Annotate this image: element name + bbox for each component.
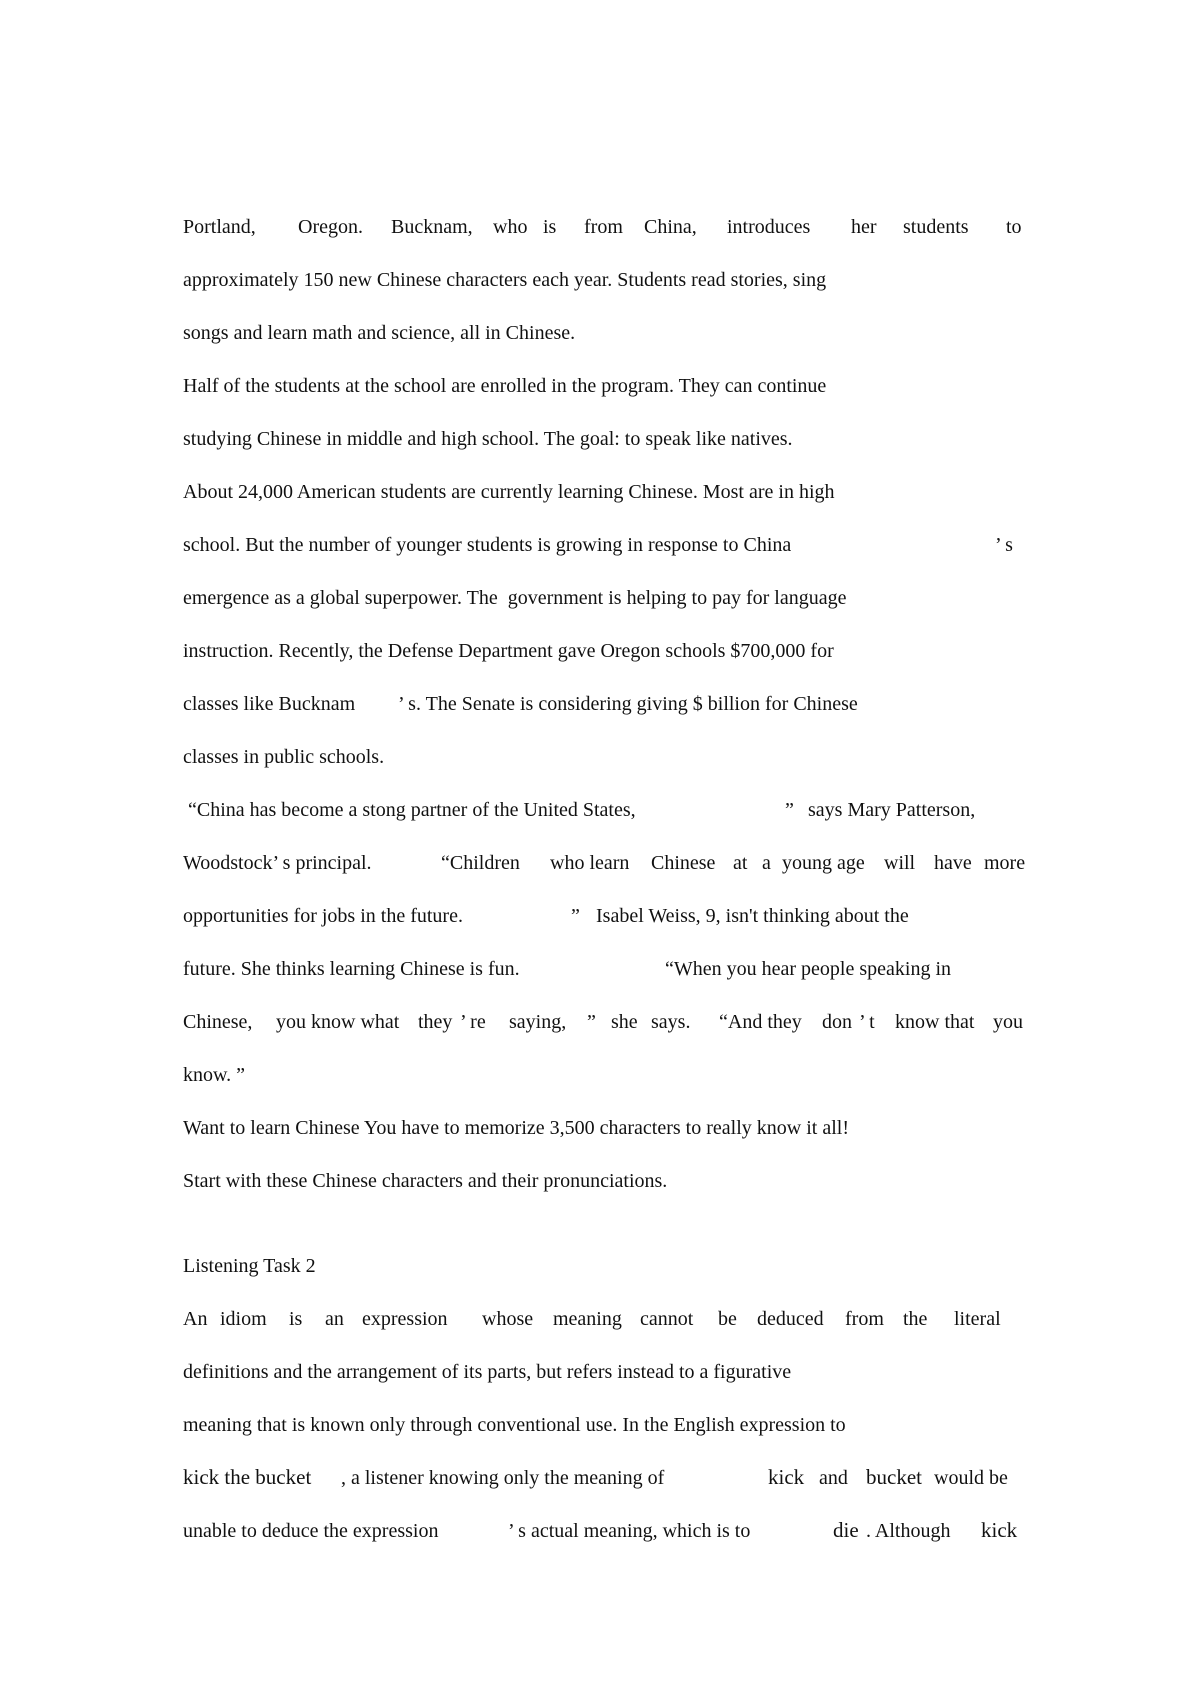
text-segment: they — [418, 1011, 453, 1033]
text-segment: Portland, — [183, 216, 256, 238]
text-segment: to — [1006, 216, 1022, 238]
text-line: instruction. Recently, the Defense Department gave Oregon schools $700,000 for — [183, 640, 834, 662]
text-segment: opportunities for jobs in the future. — [183, 905, 463, 927]
text-segment: ’ s. The Senate is considering giving $ billion for Chinese — [398, 693, 858, 715]
text-segment: meaning — [553, 1308, 622, 1330]
text-segment: will — [884, 852, 916, 874]
text-segment: she — [611, 1011, 638, 1033]
text-line: Start with these Chinese characters and their pronunciations. — [183, 1170, 668, 1192]
text-segment: introduces — [727, 216, 811, 238]
text-segment: ” — [587, 1011, 596, 1033]
text-segment: bucket — [866, 1465, 922, 1489]
text-segment: and — [819, 1467, 848, 1489]
text-segment: is — [289, 1308, 303, 1330]
text-segment: ’ t — [859, 1011, 875, 1033]
text-segment: who — [493, 216, 528, 238]
text-segment: students — [903, 216, 969, 238]
text-segment: idiom — [220, 1308, 267, 1330]
text-segment: classes like Bucknam — [183, 693, 356, 715]
text-line: Half of the students at the school are enrolled in the program. They can continue — [183, 375, 827, 397]
text-segment: die — [833, 1518, 859, 1542]
text-line: know. ” — [183, 1064, 246, 1086]
text-segment: at — [733, 852, 748, 874]
text-segment: ’ s actual meaning, which is to — [508, 1520, 751, 1542]
text-segment: a — [762, 852, 771, 874]
text-segment: you know what — [276, 1011, 400, 1033]
text-segment: “Children — [441, 852, 520, 874]
text-segment: . Although — [866, 1520, 951, 1542]
text-segment: deduced — [757, 1308, 824, 1330]
text-line: definitions and the arrangement of its parts, but refers instead to a figurative — [183, 1361, 792, 1383]
text-segment: the — [903, 1308, 928, 1330]
text-segment: Chinese — [651, 852, 716, 874]
text-segment: China, — [644, 216, 697, 238]
text-segment: saying, — [509, 1011, 567, 1033]
text-segment: unable to deduce the expression — [183, 1520, 439, 1542]
text-segment: be — [718, 1308, 737, 1330]
text-line: meaning that is known only through conventional use. In the English expression to — [183, 1414, 846, 1436]
text-segment: from — [584, 216, 623, 238]
text-segment: from — [845, 1308, 884, 1330]
text-segment: kick the bucket — [183, 1465, 312, 1489]
text-segment: Bucknam, — [391, 216, 473, 238]
text-line: songs and learn math and science, all in Chinese. — [183, 322, 576, 344]
text-segment: school. But the number of younger students is growing in response to China — [183, 534, 792, 556]
text-segment: says. — [651, 1011, 691, 1033]
text-segment: more — [984, 852, 1026, 874]
text-segment: ” — [785, 799, 794, 821]
text-segment: , a listener knowing only the meaning of — [341, 1467, 665, 1489]
text-segment: Isabel Weiss, 9, isn't thinking about the — [596, 905, 909, 927]
text-segment: her — [851, 216, 877, 238]
text-segment: would be — [934, 1467, 1008, 1489]
section-heading: Listening Task 2 — [183, 1255, 316, 1277]
text-line: classes in public schools. — [183, 746, 385, 768]
text-segment: ’ re — [460, 1011, 486, 1033]
text-segment: cannot — [640, 1308, 694, 1330]
text-segment: kick — [768, 1465, 805, 1489]
text-segment: ” — [571, 905, 580, 927]
text-line: emergence as a global superpower. The government is helping to pay for language — [183, 587, 847, 609]
text-line: studying Chinese in middle and high school. The goal: to speak like natives. — [183, 428, 793, 450]
text-segment: expression — [362, 1308, 448, 1330]
text-segment: kick — [981, 1518, 1018, 1542]
text-segment: Chinese, — [183, 1011, 253, 1033]
text-line: About 24,000 American students are currently learning Chinese. Most are in high — [183, 481, 835, 503]
text-segment: “China has become a stong partner of the United States, — [188, 799, 636, 821]
text-line: Want to learn Chinese You have to memorize 3,500 characters to really know it all! — [183, 1117, 849, 1139]
text-segment: who learn — [550, 852, 630, 874]
text-segment: Woodstock’ s principal. — [183, 852, 372, 874]
text-segment: future. She thinks learning Chinese is fun. — [183, 958, 520, 980]
text-segment: an — [325, 1308, 344, 1330]
text-line: approximately 150 new Chinese characters each year. Students read stories, sing — [183, 269, 827, 291]
text-segment: “And they — [719, 1011, 802, 1033]
text-segment: An — [183, 1308, 208, 1330]
text-segment: literal — [954, 1308, 1001, 1330]
text-segment: have — [934, 852, 972, 874]
text-segment: Oregon. — [298, 216, 363, 238]
text-segment: ’ s — [995, 534, 1013, 556]
text-segment: young age — [782, 852, 865, 874]
text-segment: know that — [895, 1011, 975, 1033]
text-segment: says Mary Patterson, — [808, 799, 976, 821]
text-segment: whose — [482, 1308, 534, 1330]
text-segment: don — [822, 1011, 852, 1033]
text-segment: “When you hear people speaking in — [665, 958, 952, 980]
text-segment: is — [543, 216, 557, 238]
text-segment: you — [993, 1011, 1023, 1033]
